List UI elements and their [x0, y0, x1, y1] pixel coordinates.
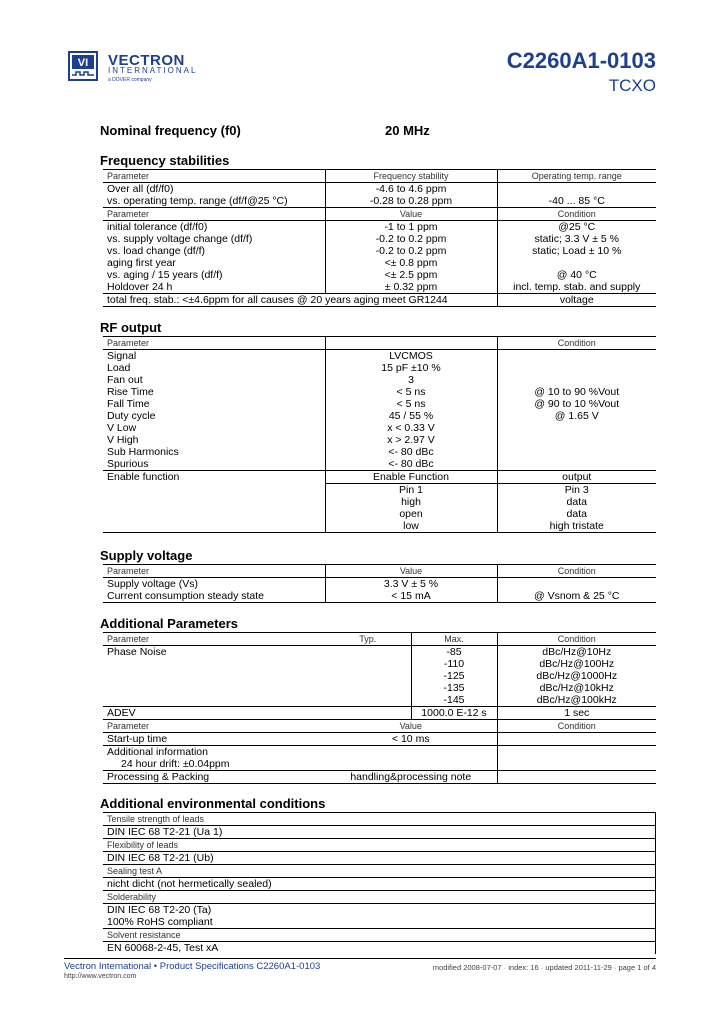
- condition-cell: [497, 434, 656, 446]
- param-cell: Current consumption steady state: [103, 590, 325, 603]
- logo-name: VECTRON: [108, 52, 185, 69]
- section-title-environmental: Additional environmental conditions: [100, 796, 326, 811]
- value-cell: <± 2.5 ppm: [325, 269, 497, 281]
- condition-cell: dBc/Hz@1000Hz: [497, 670, 656, 682]
- table-row: [103, 386, 656, 398]
- condition-cell: @ 90 to 10 %Vout: [497, 398, 656, 410]
- table-row: [103, 746, 656, 759]
- env-head: Solderability: [103, 891, 656, 904]
- table-row: [103, 471, 656, 484]
- table-row: [103, 281, 656, 294]
- header-cell: Condition: [497, 208, 656, 221]
- product-code: C2260A1-0103: [506, 48, 656, 73]
- env-line: nicht dicht (not hermetically sealed): [103, 878, 656, 891]
- table-row: [103, 670, 656, 682]
- condition-cell: static; Load ± 10 %: [497, 245, 656, 257]
- value-cell: <- 80 dBc: [325, 446, 497, 458]
- env-block-head: [103, 813, 656, 826]
- empty-cell: [497, 746, 656, 759]
- param-cell: Over all (df/f0): [107, 183, 174, 195]
- enable-cell: output: [497, 471, 656, 484]
- value-cell: 15 pF ±10 %: [325, 362, 497, 374]
- header-cell: Parameter: [103, 565, 325, 578]
- header-cell: Value: [325, 208, 497, 221]
- empty-cell: [325, 694, 411, 707]
- env-head: Flexibility of leads: [103, 839, 656, 852]
- table-row: [103, 398, 656, 410]
- value-cell: -125: [411, 670, 497, 682]
- param-cell: Signal: [107, 350, 137, 362]
- value-cell: -4.6 to 4.6 ppm: [325, 183, 497, 196]
- param-cell: Rise Time: [107, 386, 154, 398]
- empty-cell: [325, 758, 497, 771]
- param-cell: Start-up time: [107, 733, 168, 745]
- condition-cell: [497, 183, 656, 196]
- enable-cell: Pin 1: [325, 484, 497, 497]
- param-cell: initial tolerance (df/f0): [107, 221, 208, 233]
- env-block-line: [103, 904, 656, 917]
- table-row: [103, 245, 656, 257]
- param-cell: Phase Noise: [107, 646, 167, 658]
- env-line: 100% RoHS compliant: [103, 916, 656, 929]
- env-line: DIN IEC 68 T2-21 (Ub): [103, 852, 656, 865]
- logo-subtitle: a DOVER company: [108, 77, 152, 83]
- param-cell: Fan out: [107, 374, 143, 386]
- header-cell: Parameter: [103, 208, 325, 221]
- condition-cell: [497, 374, 656, 386]
- section-title-rf-output: RF output: [100, 320, 162, 335]
- table-header-row: [103, 208, 656, 221]
- env-line: DIN IEC 68 T2-20 (Ta): [103, 904, 656, 917]
- empty-cell: [103, 694, 325, 707]
- section-title-frequency: Frequency stabilities: [100, 153, 230, 168]
- table-row: [103, 422, 656, 434]
- condition-cell: dBc/Hz@100kHz: [497, 694, 656, 707]
- value-cell: ± 0.32 ppm: [325, 281, 497, 294]
- table-header-row: [103, 337, 656, 350]
- frequency-stability-table: [103, 169, 656, 307]
- header-cell: Parameter: [103, 170, 325, 183]
- param-cell: vs. load change (df/f): [107, 245, 206, 257]
- param-cell: Enable function: [103, 471, 325, 484]
- value-cell: handling&processing note: [325, 771, 497, 784]
- condition-cell: [497, 257, 656, 269]
- header-cell: Max.: [411, 633, 497, 646]
- value-cell: -85: [411, 646, 497, 659]
- condition-cell: dBc/Hz@10Hz: [497, 646, 656, 659]
- condition-cell: -40 ... 85 °C: [497, 195, 656, 208]
- table-header-row: [103, 720, 656, 733]
- value-cell: LVCMOS: [325, 350, 497, 363]
- condition-cell: [497, 578, 656, 591]
- table-row: [103, 350, 656, 363]
- condition-cell: @ 40 °C: [497, 269, 656, 281]
- empty-cell: [497, 771, 656, 784]
- footer-meta: modified 2008-07-07 · index: 16 · updated 2011-11-29 · page 1 of 4: [432, 963, 656, 972]
- param-cell: V Low: [107, 422, 137, 434]
- condition-cell: static; 3.3 V ± 5 %: [497, 233, 656, 245]
- footer-title: Vectron International • Product Specifications C2260A1-0103: [64, 961, 321, 972]
- condition-cell: [497, 362, 656, 374]
- enable-cell: open: [325, 508, 497, 520]
- empty-cell: [103, 484, 325, 497]
- param-cell: vs. aging / 15 years (df/f): [107, 269, 223, 281]
- condition-cell: dBc/Hz@100Hz: [497, 658, 656, 670]
- param-cell: Duty cycle: [107, 410, 156, 422]
- param-cell: ADEV: [103, 707, 325, 720]
- value-cell: 3: [325, 374, 497, 386]
- table-header-row: [103, 633, 656, 646]
- header-cell: Frequency stability: [325, 170, 497, 183]
- value-cell: x < 0.33 V: [325, 422, 497, 434]
- param-cell: vs. operating temp. range (df/f@25 °C): [107, 195, 288, 207]
- table-row: [103, 496, 656, 508]
- table-header-row: [103, 565, 656, 578]
- empty-cell: [103, 520, 325, 533]
- condition-cell: voltage: [497, 294, 656, 307]
- value-cell: -145: [411, 694, 497, 707]
- value-cell: -1 to 1 ppm: [325, 221, 497, 234]
- table-row: [103, 362, 656, 374]
- table-row: [103, 578, 656, 591]
- env-head: Solvent resistance: [103, 929, 656, 942]
- empty-cell: [497, 758, 656, 771]
- table-row: [103, 446, 656, 458]
- enable-cell: Enable Function: [325, 471, 497, 484]
- table-row: [103, 590, 656, 603]
- table-row: [103, 410, 656, 422]
- additional-parameters-table: [103, 632, 656, 784]
- value-cell: 45 / 55 %: [325, 410, 497, 422]
- value-cell: -0.2 to 0.2 ppm: [325, 245, 497, 257]
- table-row: [103, 658, 656, 670]
- value-cell: x > 2.97 V: [325, 434, 497, 446]
- table-row: [103, 733, 656, 746]
- table-row: [103, 520, 656, 533]
- condition-cell: @25 °C: [497, 221, 656, 234]
- enable-cell: Pin 3: [497, 484, 656, 497]
- value-cell: < 5 ns: [325, 386, 497, 398]
- value-cell: <- 80 dBc: [325, 458, 497, 471]
- empty-cell: [325, 646, 411, 659]
- header-cell: Condition: [497, 720, 656, 733]
- enable-cell: high tristate: [497, 520, 656, 533]
- total-stability-note: total freq. stab.: <±4.6ppm for all causes @ 20 years aging meet GR1244: [103, 294, 497, 307]
- table-row: [103, 257, 656, 269]
- param-cell: Sub Harmonics: [107, 446, 179, 458]
- empty-cell: [103, 496, 325, 508]
- table-row: [103, 484, 656, 497]
- table-row: [103, 195, 656, 208]
- nominal-frequency-label: Nominal frequency (f0): [100, 123, 241, 138]
- header-cell: Parameter: [103, 720, 325, 733]
- header-cell: Parameter: [103, 337, 325, 350]
- value-cell: -135: [411, 682, 497, 694]
- footer-url[interactable]: http://www.vectron.com: [64, 973, 137, 980]
- header-cell: Condition: [497, 337, 656, 350]
- env-block-line: [103, 826, 656, 839]
- vectron-logo-mark: [68, 51, 98, 81]
- product-type: TCXO: [608, 76, 656, 95]
- empty-cell: [325, 682, 411, 694]
- empty-cell: [103, 670, 325, 682]
- env-block-head: [103, 929, 656, 942]
- env-line: DIN IEC 68 T2-21 (Ua 1): [103, 826, 656, 839]
- value-cell: -110: [411, 658, 497, 670]
- value-cell: -0.2 to 0.2 ppm: [325, 233, 497, 245]
- table-row: [103, 758, 656, 771]
- empty-cell: [325, 658, 411, 670]
- empty-cell: [103, 682, 325, 694]
- table-row: [103, 269, 656, 281]
- table-row: [103, 771, 656, 784]
- condition-cell: [497, 446, 656, 458]
- header-cell: Parameter: [103, 633, 325, 646]
- header-cell: Condition: [497, 565, 656, 578]
- value-cell: < 5 ns: [325, 398, 497, 410]
- empty-cell: [103, 508, 325, 520]
- condition-cell: [497, 458, 656, 471]
- rf-output-table: [103, 336, 656, 533]
- param-cell: Additional information: [103, 746, 325, 759]
- value-cell: <± 0.8 ppm: [325, 257, 497, 269]
- supply-voltage-table: [103, 564, 656, 603]
- header-cell: Condition: [497, 633, 656, 646]
- value-cell: -0.28 to 0.28 ppm: [325, 195, 497, 208]
- param-cell: V High: [107, 434, 139, 446]
- logo-international: INTERNATIONAL: [108, 66, 198, 75]
- section-title-additional-parameters: Additional Parameters: [100, 616, 238, 631]
- table-row: [103, 434, 656, 446]
- header-cell: Value: [325, 565, 497, 578]
- condition-cell: @ 1.65 V: [497, 410, 656, 422]
- condition-cell: dBc/Hz@10kHz: [497, 682, 656, 694]
- header-cell: Typ.: [325, 633, 411, 646]
- empty-cell: [325, 746, 497, 759]
- environmental-table: [103, 812, 656, 954]
- condition-cell: @ Vsnom & 25 °C: [497, 590, 656, 603]
- value-cell: 3.3 V ± 5 %: [325, 578, 497, 591]
- condition-cell: incl. temp. stab. and supply: [497, 281, 656, 294]
- env-block-line: [103, 852, 656, 865]
- env-block-head: [103, 865, 656, 878]
- table-row: [103, 694, 656, 707]
- footer-divider: [64, 958, 656, 959]
- table-row: [103, 221, 656, 234]
- table-row: [103, 707, 656, 720]
- table-row-total: [103, 294, 656, 307]
- param-cell: Holdover 24 h: [107, 281, 173, 293]
- enable-cell: data: [497, 496, 656, 508]
- table-row: [103, 682, 656, 694]
- value-cell: < 10 ms: [391, 733, 430, 745]
- nominal-frequency-value: 20 MHz: [385, 123, 430, 138]
- table-row: [103, 183, 656, 196]
- empty-cell: [497, 733, 656, 746]
- table-row: [103, 374, 656, 386]
- header-cell: Value: [325, 720, 497, 733]
- table-row: [103, 458, 656, 471]
- table-header-row: [103, 170, 656, 183]
- value-cell: 1000.0 E-12 s: [411, 707, 497, 720]
- enable-cell: low: [325, 520, 497, 533]
- value-cell: < 15 mA: [325, 590, 497, 603]
- condition-cell: @ 10 to 90 %Vout: [497, 386, 656, 398]
- enable-cell: high: [325, 496, 497, 508]
- param-cell: Load: [107, 362, 131, 374]
- param-cell: Supply voltage (Vs): [107, 578, 199, 590]
- empty-cell: [325, 670, 411, 682]
- param-cell: aging first year: [107, 257, 176, 269]
- table-row: [103, 233, 656, 245]
- header-cell: Operating temp. range: [497, 170, 656, 183]
- env-head: Tensile strength of leads: [103, 813, 656, 826]
- param-cell: Fall Time: [107, 398, 150, 410]
- env-block-head: [103, 839, 656, 852]
- section-title-supply-voltage: Supply voltage: [100, 548, 193, 563]
- env-block-line: [103, 916, 656, 929]
- param-cell: Processing & Packing: [103, 771, 325, 784]
- condition-cell: [497, 350, 656, 363]
- svg-text:VI: VI: [77, 57, 89, 69]
- condition-cell: [497, 422, 656, 434]
- condition-cell: 1 sec: [497, 707, 656, 720]
- param-cell: vs. supply voltage change (df/f): [107, 233, 253, 245]
- enable-cell: data: [497, 508, 656, 520]
- empty-cell: [103, 658, 325, 670]
- env-block-line: [103, 942, 656, 955]
- env-block-line: [103, 878, 656, 891]
- param-cell: Spurious: [107, 458, 149, 470]
- empty-cell: [325, 707, 411, 720]
- env-head: Sealing test A: [103, 865, 656, 878]
- table-row: [103, 646, 656, 659]
- env-line: EN 60068-2-45, Test xA: [103, 942, 656, 955]
- table-row: [103, 508, 656, 520]
- header-cell: [325, 337, 497, 350]
- env-block-head: [103, 891, 656, 904]
- info-value: 24 hour drift: ±0.04ppm: [121, 758, 230, 770]
